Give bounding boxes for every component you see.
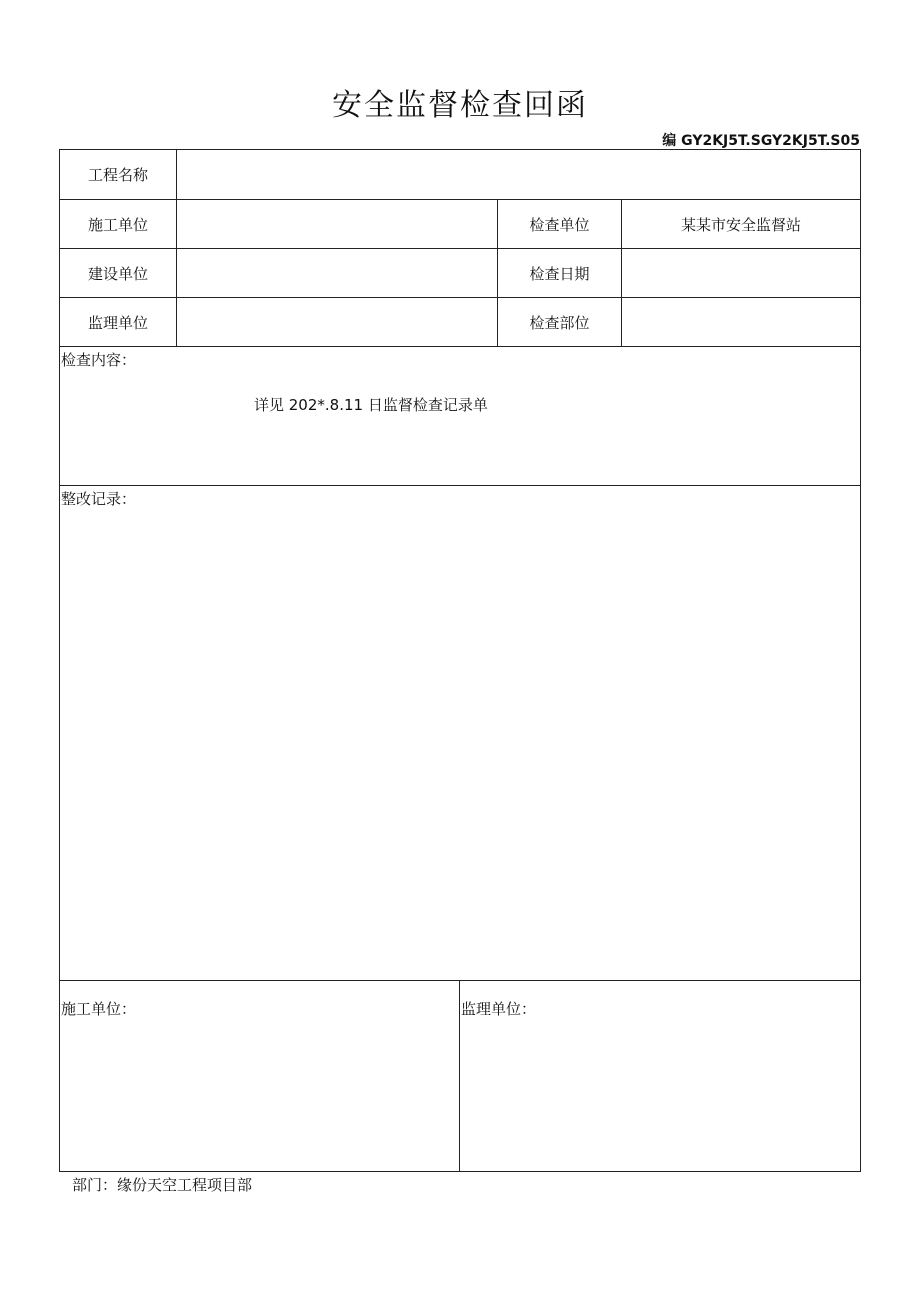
- table-line: [59, 980, 861, 981]
- project-name-value[interactable]: [177, 150, 860, 199]
- build-unit-label: 建设单位: [87, 264, 148, 283]
- sign-supervision-label: 监理单位：: [461, 1000, 537, 1018]
- inspection-part-label: 检查部位: [529, 313, 590, 332]
- table-line: [59, 1171, 861, 1172]
- construction-unit-value[interactable]: [177, 200, 497, 248]
- sign-construction-label: 施工单位：: [61, 1000, 137, 1018]
- inspection-date-label: 检查日期: [529, 264, 590, 283]
- table-line: [59, 485, 861, 486]
- table-line: [860, 149, 861, 1172]
- table-line: [459, 980, 460, 1172]
- document-code: 编 GY2KJ5T.SGY2KJ5T.S05: [662, 133, 860, 149]
- inspection-unit-label: 检查单位: [529, 215, 590, 234]
- table-line: [59, 346, 861, 347]
- footer-department: 部门：缘份天空工程项目部: [72, 1176, 253, 1194]
- inspection-date-value[interactable]: [622, 249, 860, 297]
- supervision-unit-label: 监理单位: [87, 313, 148, 332]
- build-unit-value[interactable]: [177, 249, 497, 297]
- rectification-label: 整改记录：: [61, 490, 137, 508]
- page-title: 安全监督检查回函: [332, 88, 588, 123]
- construction-unit-label: 施工单位: [87, 215, 148, 234]
- supervision-unit-value[interactable]: [177, 298, 497, 346]
- inspection-part-value[interactable]: [622, 298, 860, 346]
- inspection-content-label: 检查内容：: [61, 351, 137, 369]
- inspection-unit-value[interactable]: 某某市安全监督站: [680, 215, 801, 234]
- project-name-label: 工程名称: [87, 166, 148, 184]
- inspection-content-detail: 详见 202*.8.11 日监督检查记录单: [254, 396, 488, 414]
